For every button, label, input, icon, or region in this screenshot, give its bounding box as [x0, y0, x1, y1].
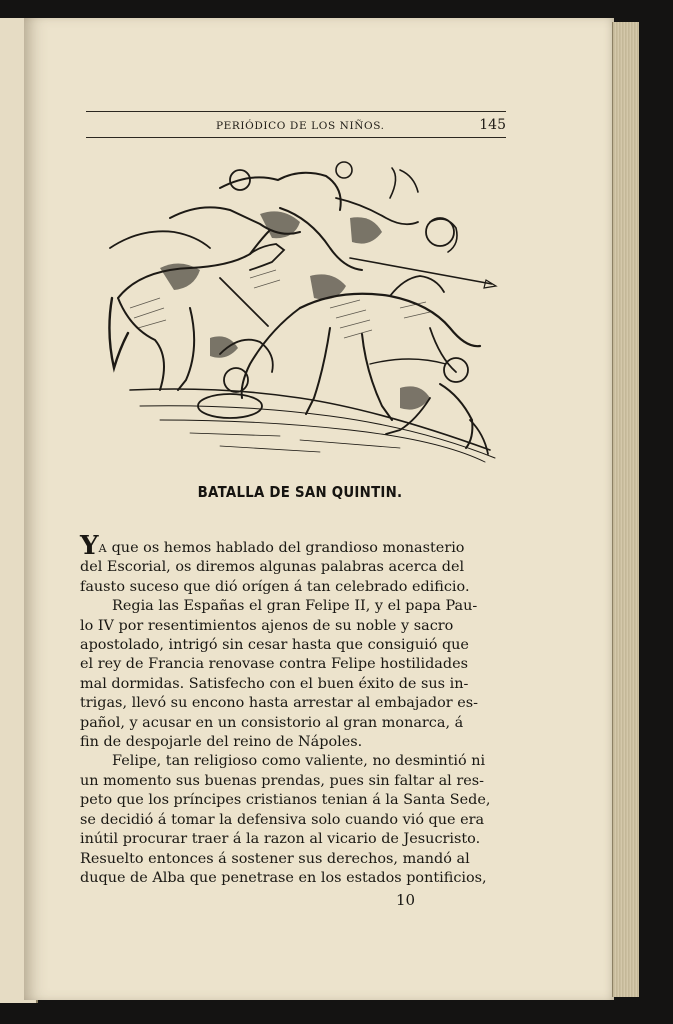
text-line: fin de despojarle del reino de Nápoles.	[80, 734, 363, 751]
text-line: Resuelto entonces á sostener sus derechos, mandó al	[80, 850, 470, 867]
text-line: duque de Alba que penetrase en los estados pontificios,	[80, 869, 487, 886]
article-body	[80, 531, 515, 888]
text-line: mal dormidas. Satisfecho con el buen éxito de sus in-	[80, 675, 469, 692]
text-line: trigas, llevó su encono hasta arrestar al embajador es-	[80, 695, 478, 712]
text-line: fausto suceso que dió orígen á tan celebrado edificio.	[80, 578, 470, 595]
header-rule-top	[86, 111, 506, 112]
text-line: lo IV por resentimientos ajenos de su noble y sacro	[80, 617, 454, 634]
text-line: pañol, y acusar en un consistorio al gran monarca, á	[80, 714, 464, 731]
paragraph-1	[80, 531, 515, 597]
paragraph-3	[80, 752, 515, 888]
page-block-edge	[612, 22, 639, 997]
battle-engraving-image	[100, 158, 500, 470]
text-line: peto que los príncipes cristianos tenian á la Santa Sede,	[80, 792, 491, 809]
text-line: apostolado, intrigó sin cesar hasta que consiguió que	[80, 637, 469, 654]
illustration-caption: BATALLA DE SAN QUINTIN.	[197, 483, 403, 501]
text-line: inútil procurar traer á la razon al vicario de Jesucristo.	[80, 831, 481, 848]
text-line: se decidió á tomar la defensiva solo cuando vió que era	[80, 811, 485, 828]
paragraph-2	[80, 597, 515, 752]
text-line: el rey de Francia renovase contra Felipe hostilidades	[80, 656, 468, 673]
text-line: del Escorial, os diremos algunas palabras acerca del	[80, 559, 465, 576]
signature-mark: 10	[396, 891, 416, 909]
text-line: un momento sus buenas prendas, pues sin faltar al res-	[80, 772, 484, 789]
drop-cap: Y	[80, 531, 99, 561]
text-line: Felipe, tan religioso como valiente, no desmintió ni	[112, 753, 486, 770]
text-line: Regia las Españas el gran Felipe II, y el papa Pau-	[112, 598, 478, 615]
header-rule-bottom	[86, 137, 506, 138]
text-line: que os hemos hablado del grandioso monasterio	[107, 540, 465, 556]
running-title: PERIÓDICO DE LOS NIÑOS.	[216, 120, 385, 132]
drop-cap-rest: A	[98, 542, 108, 555]
page-number: 145	[479, 117, 506, 133]
